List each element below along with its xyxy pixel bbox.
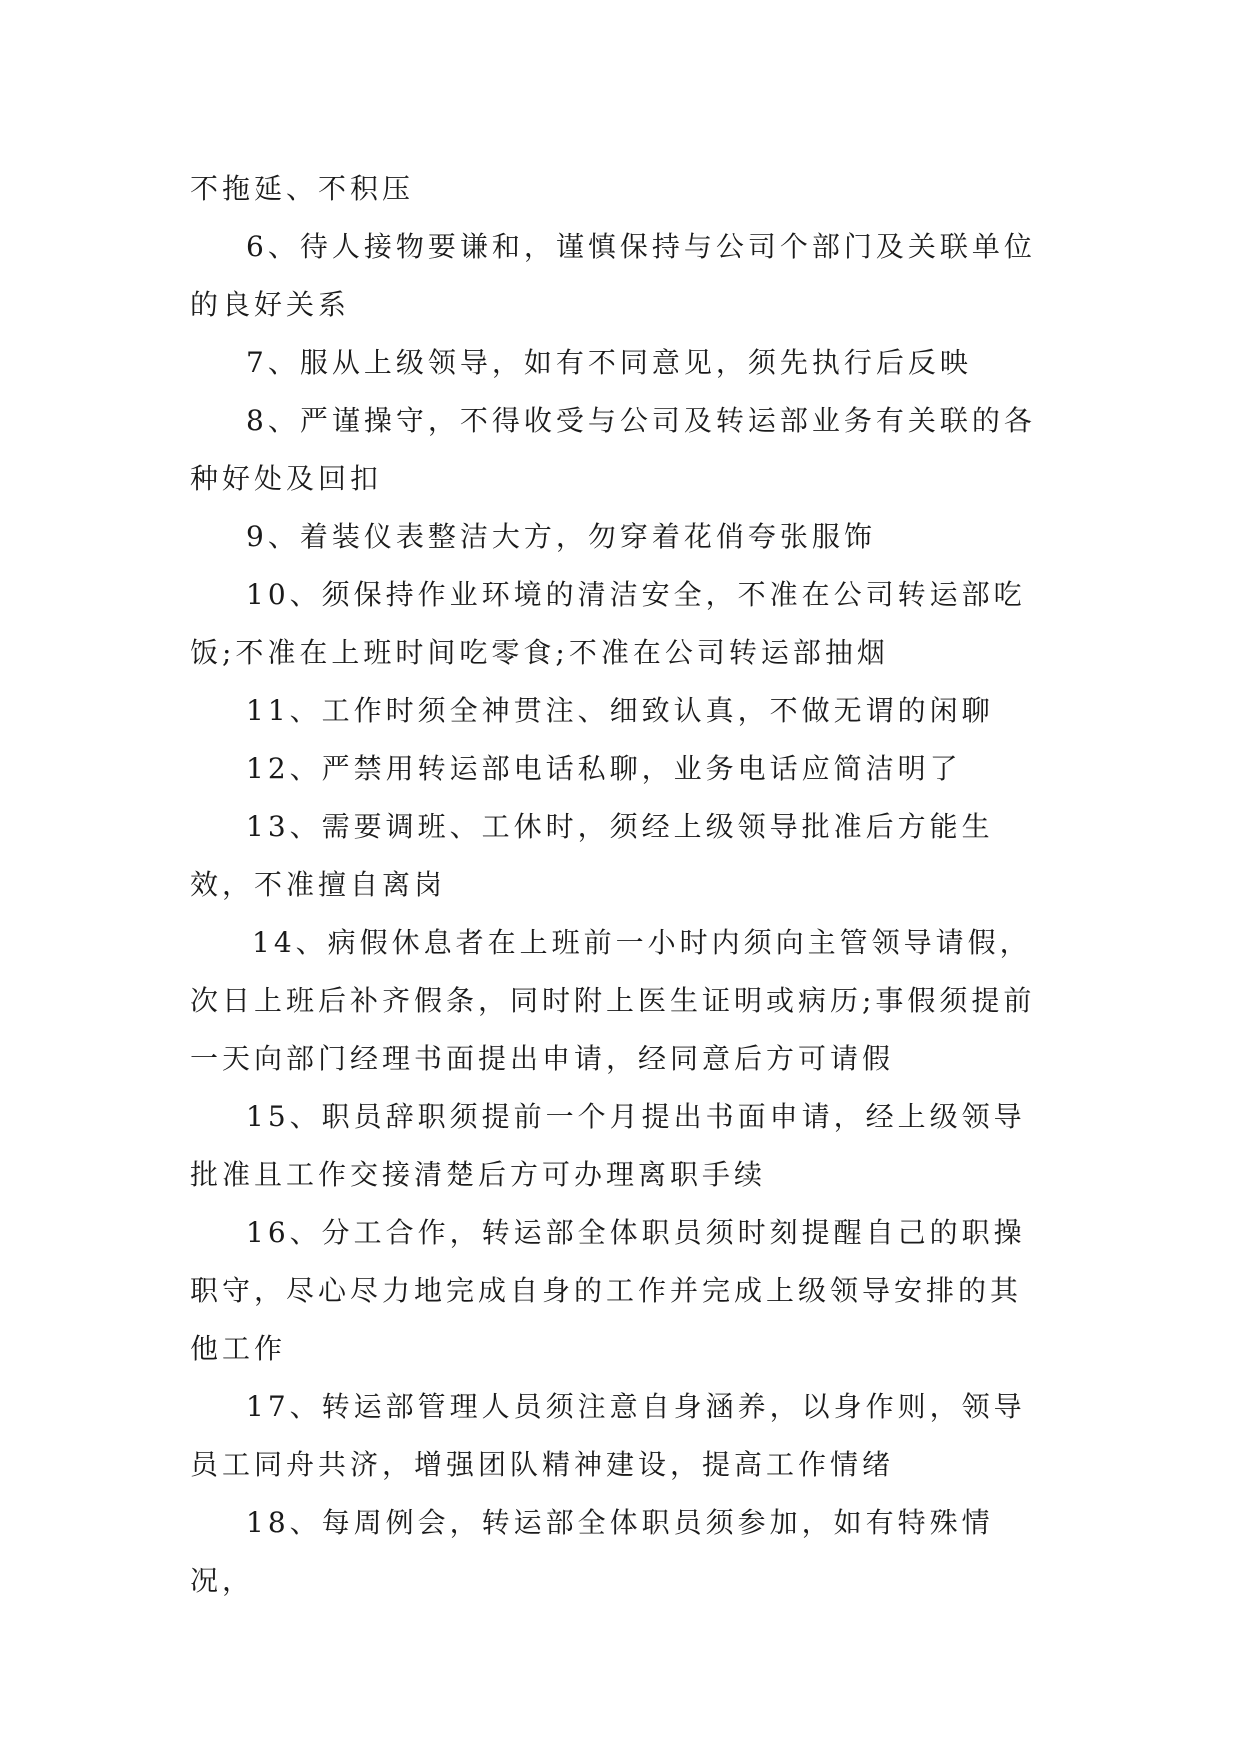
- paragraph-item-18: 18、每周例会，转运部全体职员须参加，如有特殊情况，: [190, 1506, 994, 1597]
- paragraph-continuation: 不拖延、不积压: [190, 172, 415, 205]
- paragraph-item-13: 13、需要调班、工休时，须经上级领导批准后方能生效，不准擅自离岗: [190, 810, 994, 901]
- paragraph-item-7: 7、服从上级领导，如有不同意见，须先执行后反映: [246, 346, 972, 379]
- paragraph-item-8: 8、严谨操守，不得收受与公司及转运部业务有关联的各种好处及回扣: [190, 404, 1036, 495]
- paragraph-item-15: 15、职员辞职须提前一个月提出书面申请，经上级领导批准且工作交接清楚后方可办理离职手续: [190, 1100, 1026, 1191]
- paragraph-item-6: 6、待人接物要谦和，谨慎保持与公司个部门及关联单位的良好关系: [190, 230, 1036, 321]
- paragraph-item-11: 11、工作时须全神贯注、细致认真，不做无谓的闲聊: [246, 694, 994, 727]
- paragraph-item-17: 17、转运部管理人员须注意自身涵养，以身作则，领导员工同舟共济，增强团队精神建设，提高工作情绪: [190, 1390, 1026, 1481]
- paragraph-item-12: 12、严禁用转运部电话私聊，业务电话应简洁明了: [246, 752, 962, 785]
- paragraph-item-10: 10、须保持作业环境的清洁安全，不准在公司转运部吃饭;不准在上班时间吃零食;不准在公司转运部抽烟: [190, 578, 1026, 669]
- document-body: [190, 160, 1050, 1610]
- paragraph-item-14: 14、病假休息者在上班前一小时内须向主管领导请假，次日上班后补齐假条，同时附上医生证明或病历;事假须提前一天向部门经理书面提出申请，经同意后方可请假: [190, 926, 1036, 1075]
- paragraph-item-9: 9、着装仪表整洁大方，勿穿着花俏夸张服饰: [246, 520, 876, 553]
- paragraph-item-16: 16、分工合作，转运部全体职员须时刻提醒自己的职操职守，尽心尽力地完成自身的工作并完成上级领导安排的其他工作: [190, 1216, 1026, 1365]
